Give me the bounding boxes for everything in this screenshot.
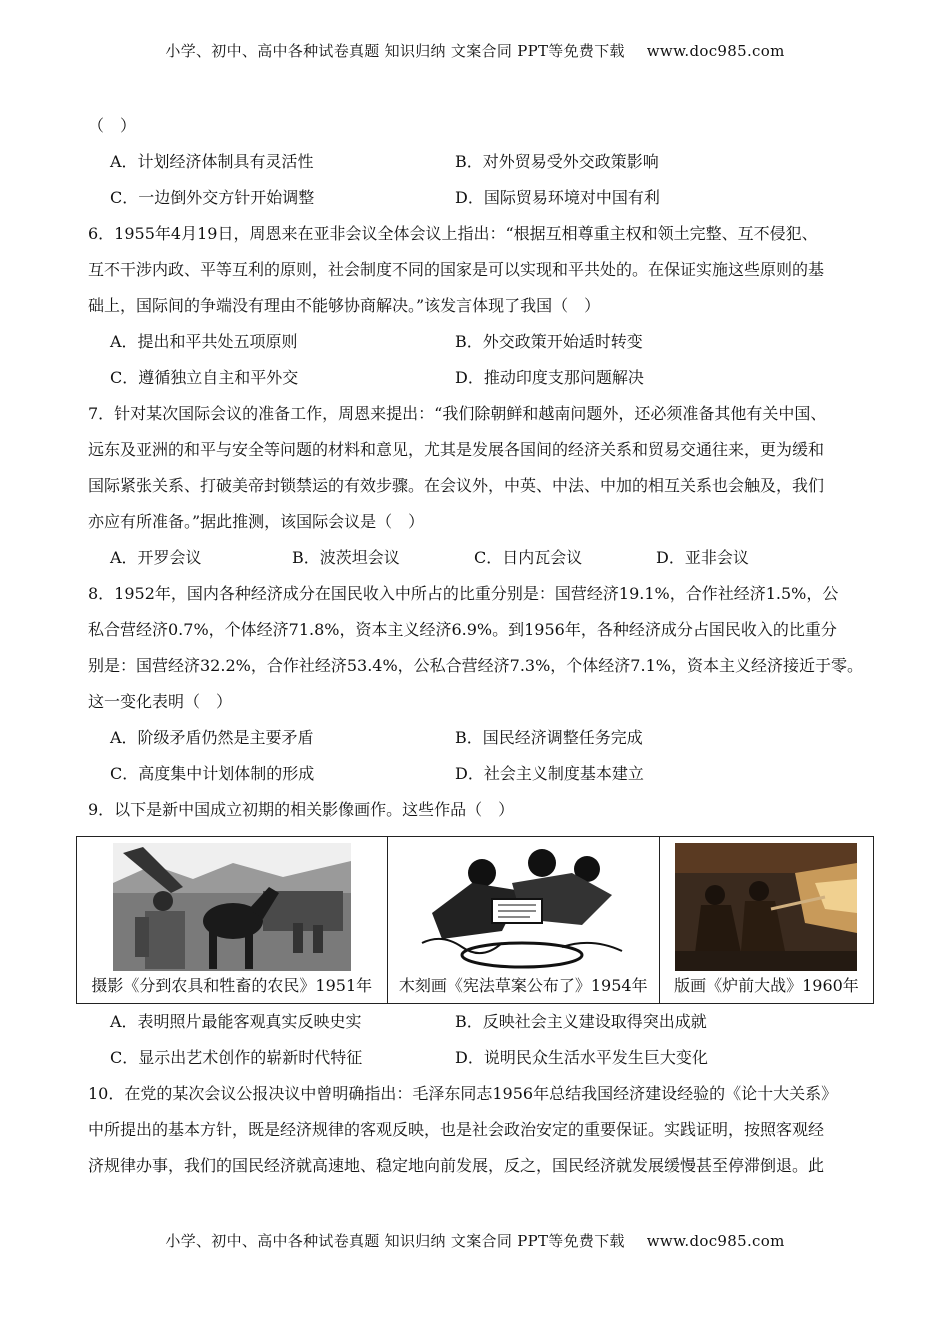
- q9-option-b: B．反映社会主义建设取得突出成就: [455, 1012, 707, 1031]
- q8-line3: 别是：国营经济32.2%，合作社经济53.4%，公私合营经济7.3%，个体经济7.1%，资本主义经济接近于零。: [88, 656, 863, 675]
- q9-option-d: D．说明民众生活水平发生巨大变化: [455, 1048, 708, 1067]
- q9-cell-photo: [77, 837, 388, 1004]
- page-header: [0, 40, 950, 61]
- q8-option-c: C．高度集中计划体制的形成: [110, 764, 315, 783]
- q9-caption-1: 摄影《分到农具和牲畜的农民》1951年: [91, 976, 373, 995]
- q6-option-d: D．推动印度支那问题解决: [455, 368, 644, 387]
- q7-option-b: B．波茨坦会议: [292, 548, 400, 567]
- q7-option-a: A．开罗会议: [110, 548, 202, 567]
- constitution-woodcut-image: [412, 843, 634, 971]
- q8-line1: 8．1952年，国内各种经济成分在国民收入中所占的比重分别是：国营经济19.1%，合作社经济1.5%，公: [88, 584, 839, 603]
- q9-option-a: A．表明照片最能客观真实反映史实: [110, 1012, 362, 1031]
- q7-option-c: C．日内瓦会议: [474, 548, 583, 567]
- q7-options: [88, 540, 878, 576]
- q9-option-c: C．显示出艺术创作的崭新时代特征: [110, 1048, 363, 1067]
- q7-line1: 7．针对某次国际会议的准备工作，周恩来提出：“我们除朝鲜和越南问题外，还必须准备其他有关中国、: [88, 404, 827, 423]
- q6-options-row1: [88, 324, 878, 360]
- q8-line2: 私合营经济0.7%，个体经济71.8%，资本主义经济6.9%。到1956年，各种经济成分占国民收入的比重分: [88, 620, 837, 639]
- q8-option-a: A．阶级矛盾仍然是主要矛盾: [110, 728, 314, 747]
- q7-option-d: D．亚非会议: [656, 548, 749, 567]
- q9-caption-2: 木刻画《宪法草案公布了》1954年: [398, 976, 648, 995]
- q7-line4: 亦应有所准备。”据此推测，该国际会议是（ ）: [88, 512, 425, 531]
- q6-option-a: A．提出和平共处五项原则: [110, 332, 298, 351]
- q8-options-row2: [88, 756, 878, 792]
- q8-option-d: D．社会主义制度基本建立: [455, 764, 644, 783]
- q9-image-table: [76, 836, 874, 1004]
- q6-line3: 础上，国际间的争端没有理由不能够协商解决。”该发言体现了我国（ ）: [88, 296, 601, 315]
- exam-content: [88, 108, 878, 1184]
- farmer-photo-image: [113, 843, 351, 971]
- footer-site[interactable]: www.doc985.com: [646, 1232, 785, 1250]
- q6-options-row2: [88, 360, 878, 396]
- q8-option-b: B．国民经济调整任务完成: [455, 728, 643, 747]
- header-site[interactable]: www.doc985.com: [646, 42, 785, 60]
- q5-option-d: D．国际贸易环境对中国有利: [455, 188, 660, 207]
- q6-option-c: C．遵循独立自主和平外交: [110, 368, 299, 387]
- q8-options-row1: [88, 720, 878, 756]
- q9-cell-woodcut: [387, 837, 659, 1004]
- q5-option-c: C．一边倒外交方针开始调整: [110, 188, 315, 207]
- q9-cell-print: [659, 837, 873, 1004]
- footer-text: 小学、初中、高中各种试卷真题 知识归纳 文案合同 PPT等免费下载: [165, 1232, 625, 1250]
- page-footer: [0, 1230, 950, 1251]
- q9-options-row2: [88, 1040, 878, 1076]
- q6-line1: 6．1955年4月19日，周恩来在亚非会议全体会议上指出：“根据互相尊重主权和领土完整、互不侵犯、: [88, 224, 818, 243]
- furnace-print-image: [675, 843, 857, 971]
- q10-line3: 济规律办事，我们的国民经济就高速地、稳定地向前发展，反之，国民经济就发展缓慢甚至停滞倒退。此: [88, 1156, 825, 1175]
- q5-option-a: A．计划经济体制具有灵活性: [110, 152, 314, 171]
- q7-line2: 远东及亚洲的和平与安全等问题的材料和意见，尤其是发展各国间的经济关系和贸易交通往来，更为缓和: [88, 440, 825, 459]
- q5-options-row1: [88, 144, 878, 180]
- q7-line3: 国际紧张关系、打破美帝封锁禁运的有效步骤。在会议外，中英、中法、中加的相互关系也会触及，我们: [88, 476, 825, 495]
- q10-line1: 10．在党的某次会议公报决议中曾明确指出：毛泽东同志1956年总结我国经济建设经验的《论十大关系》: [88, 1084, 838, 1103]
- q8-line4: 这一变化表明（ ）: [88, 692, 233, 711]
- q10-line2: 中所提出的基本方针，既是经济规律的客观反映，也是社会政治安定的重要保证。实践证明，按照客观经: [88, 1120, 825, 1139]
- q5-options-row2: [88, 180, 878, 216]
- q5-option-b: B．对外贸易受外交政策影响: [455, 152, 659, 171]
- q6-line2: 互不干涉内政、平等互利的原则，社会制度不同的国家是可以实现和平共处的。在保证实施这些原则的基: [88, 260, 825, 279]
- q5-stem-tail: （ ）: [88, 116, 137, 135]
- header-text: 小学、初中、高中各种试卷真题 知识归纳 文案合同 PPT等免费下载: [165, 42, 625, 60]
- q6-option-b: B．外交政策开始适时转变: [455, 332, 643, 351]
- q9-options-row1: [88, 1004, 878, 1040]
- q9-caption-3: 版画《炉前大战》1960年: [674, 976, 859, 995]
- q9-line1: 9．以下是新中国成立初期的相关影像画作。这些作品（ ）: [88, 800, 515, 819]
